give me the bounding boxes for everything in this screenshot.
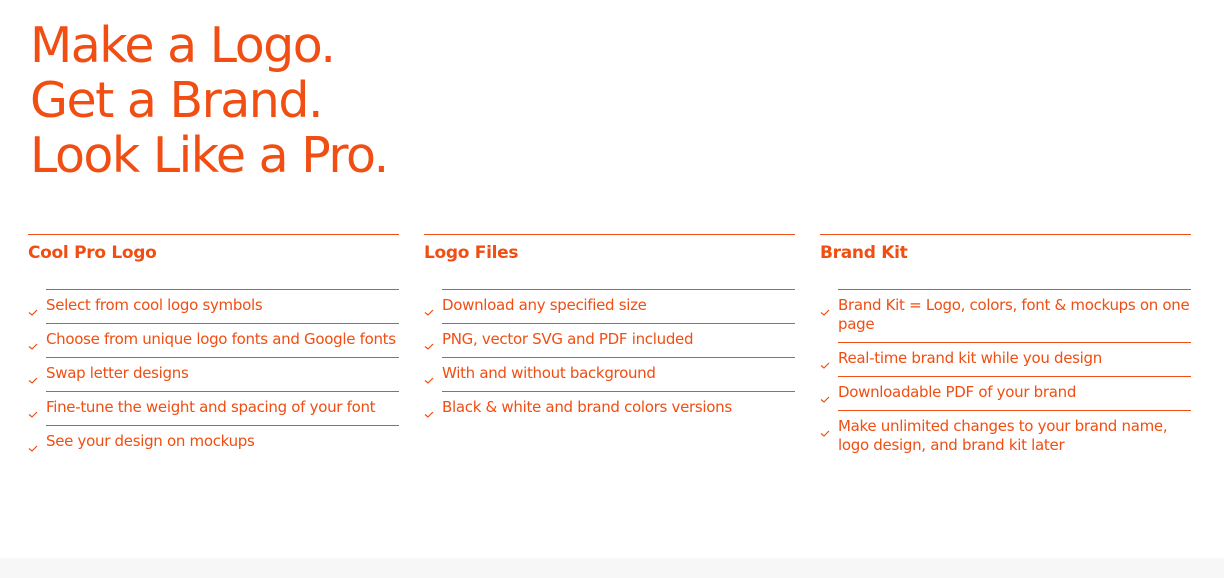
feature-text: Select from cool logo symbols <box>46 289 399 323</box>
feature-text: With and without background <box>442 357 795 391</box>
feature-text: Fine-tune the weight and spacing of your font <box>46 391 399 425</box>
feature-text: Download any specified size <box>442 289 795 323</box>
check-icon <box>28 323 46 350</box>
check-icon <box>820 376 838 403</box>
feature-text: Choose from unique logo fonts and Google fonts <box>46 323 399 357</box>
feature-text: Real-time brand kit while you design <box>838 342 1191 376</box>
feature-item <box>424 357 795 391</box>
column-cool-pro-logo <box>28 234 399 463</box>
feature-text: Make unlimited changes to your brand name, logo design, and brand kit later <box>838 410 1191 463</box>
feature-item <box>820 410 1191 463</box>
column-title: Logo Files <box>424 243 519 263</box>
feature-text: Brand Kit = Logo, colors, font & mockups on one page <box>838 289 1191 342</box>
feature-item <box>424 289 795 323</box>
feature-list <box>424 289 795 425</box>
feature-item <box>28 323 399 357</box>
feature-item <box>820 289 1191 342</box>
check-icon <box>28 357 46 384</box>
feature-columns <box>28 234 1191 463</box>
feature-item <box>28 391 399 425</box>
feature-item <box>28 425 399 459</box>
feature-text: Downloadable PDF of your brand <box>838 376 1191 410</box>
check-icon <box>820 342 838 369</box>
check-icon <box>424 391 442 418</box>
check-icon <box>820 289 838 316</box>
feature-item <box>28 357 399 391</box>
feature-list <box>820 289 1191 463</box>
feature-list <box>28 289 399 459</box>
column-brand-kit <box>820 234 1191 463</box>
feature-text: Black & white and brand colors versions <box>442 391 795 425</box>
column-title: Brand Kit <box>820 243 908 263</box>
check-icon <box>28 391 46 418</box>
hero-line-3: Look Like a Pro. <box>30 127 388 184</box>
check-icon <box>28 425 46 452</box>
hero-heading <box>30 18 388 183</box>
hero-line-2: Get a Brand. <box>30 72 323 129</box>
feature-item <box>424 323 795 357</box>
footer-band <box>0 558 1224 578</box>
check-icon <box>424 323 442 350</box>
column-logo-files <box>424 234 795 463</box>
check-icon <box>820 410 838 437</box>
feature-item <box>820 376 1191 410</box>
feature-item <box>28 289 399 323</box>
feature-text: Swap letter designs <box>46 357 399 391</box>
column-title: Cool Pro Logo <box>28 243 157 263</box>
check-icon <box>424 357 442 384</box>
feature-item <box>820 342 1191 376</box>
feature-item <box>424 391 795 425</box>
feature-text: PNG, vector SVG and PDF included <box>442 323 795 357</box>
hero-line-1: Make a Logo. <box>30 17 335 74</box>
check-icon <box>28 289 46 316</box>
check-icon <box>424 289 442 316</box>
feature-text: See your design on mockups <box>46 425 399 459</box>
